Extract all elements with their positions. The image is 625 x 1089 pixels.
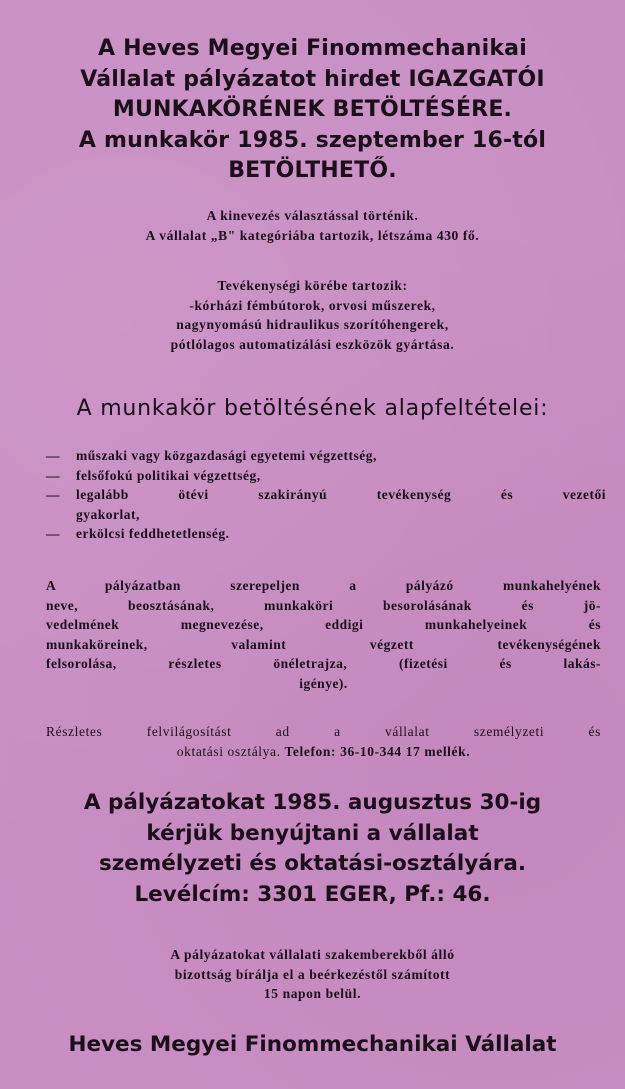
headline-line: A Heves Megyei Finommechanikai: [98, 36, 527, 61]
dash: —: [46, 448, 60, 463]
requirement-item: [46, 446, 606, 466]
application-content: [46, 576, 601, 693]
deadline-line: A pályázatokat 1985. augusztus 30-ig: [83, 790, 542, 815]
requirement-text: legalább ötévi szakirányú tevékenység és vezetői: [76, 487, 606, 502]
activity-line: pótlólagos automatizálási eszközök gyártása.: [170, 336, 455, 352]
deadline-notice: [20, 788, 605, 910]
dash: —: [46, 526, 60, 541]
paragraph-line: A pályázatban szerepeljen a pályázó munkahelyének: [46, 578, 601, 593]
requirement-item: [46, 524, 606, 544]
phone-number: 36-10-344 17 mellék.: [340, 743, 471, 759]
requirements-list: [46, 446, 606, 544]
paragraph-line: igénye).: [299, 675, 348, 691]
headline-line: MUNKAKÖRÉNEK BETÖLTÉSÉRE.: [112, 97, 513, 122]
company-footer: Heves Megyei Finommechanikai Vállalat: [68, 1032, 557, 1057]
paragraph-line: munkaköreinek, valamint végzett tevékenységének: [46, 636, 601, 652]
paragraph-line: neve, beosztásának, munkaköri besorolásának és jö-: [46, 597, 601, 613]
headline-line: BETÖLTHETŐ.: [228, 158, 397, 183]
requirement-text: felsőfokú politikai végzettség,: [76, 467, 261, 483]
deadline-line: személyzeti és oktatási-osztályára.: [98, 851, 527, 876]
evaluation-line: bizottság bírálja el a beérkezéstől számított: [174, 966, 451, 982]
mailing-address: Levélcím: 3301 EGER, Pf.: 46.: [134, 881, 491, 907]
headline-line: A munkakör 1985. szeptember 16-tól: [78, 127, 547, 153]
appointment-line: A vállalat „B" kategóriába tartozik, létszáma 430 fő.: [145, 227, 480, 243]
headline: [20, 34, 605, 187]
evaluation-line: A pályázatokat vállalati szakemberekből álló: [170, 947, 455, 962]
paragraph-line: vedelmének megnevezése, eddigi munkahelyeinek és: [46, 617, 601, 632]
evaluation-line: 15 napon belül.: [263, 986, 362, 1001]
requirement-item: [46, 485, 606, 505]
headline-line: Vállalat pályázatot hirdet IGAZGATÓI: [80, 66, 545, 92]
phone-label: Telefon:: [284, 743, 337, 759]
appointment-line: A kinevezés választással történik.: [206, 208, 419, 223]
contact-info: [46, 722, 601, 761]
evaluation-info: [20, 945, 605, 1004]
activity-line: -kórházi fémbútorok, orvosi műszerek,: [189, 297, 436, 313]
deadline-line: kérjük benyújtani a vállalat: [146, 820, 479, 846]
dash: —: [46, 487, 60, 502]
requirement-text: műszaki vagy közgazdasági egyetemi végzettség,: [76, 448, 377, 463]
dash: —: [46, 467, 60, 483]
requirement-text: erkölcsi feddhetetlenség.: [76, 526, 230, 541]
contact-department: oktatási osztálya.: [176, 743, 281, 759]
activity-info: [20, 276, 605, 354]
requirements-title: A munkakör betöltésének alapfeltételei:: [76, 396, 549, 421]
activity-title: Tevékenységi körébe tartozik:: [217, 278, 408, 293]
paragraph-line: felsorolása, részletes önéletrajza, (fizetési és lakás-: [46, 656, 601, 671]
appointment-info: [20, 206, 605, 245]
requirement-item: [46, 466, 606, 486]
activity-line: nagynyomású hidraulikus szorítóhengerek,: [176, 317, 449, 332]
contact-line: Részletes felvilágosítást ad a vállalat személyzeti és: [46, 724, 601, 739]
contact-line: [46, 742, 601, 762]
requirement-item-continuation: [46, 505, 606, 525]
requirement-text: gyakorlat,: [76, 506, 140, 522]
